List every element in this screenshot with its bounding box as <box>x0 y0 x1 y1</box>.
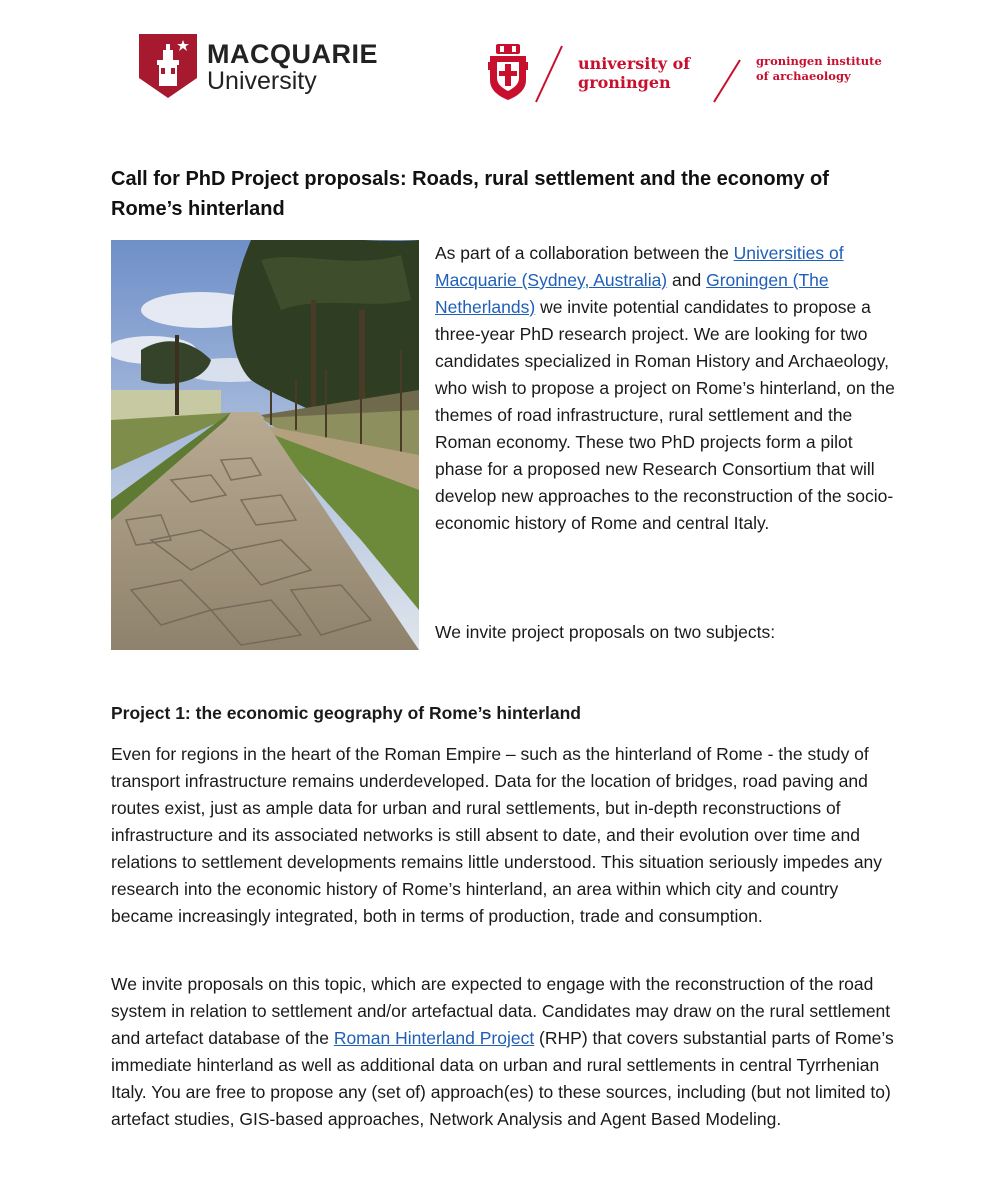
page-title: Call for PhD Project proposals: Roads, rural settlement and the economy of Rome’s hinterland <box>111 168 829 220</box>
divider-slash-icon <box>710 58 744 104</box>
macquarie-subtitle: University <box>207 67 317 95</box>
groningen-link[interactable]: Groningen (The Netherlands) <box>435 270 829 317</box>
intro-paragraph <box>435 240 895 537</box>
intro-text: we invite potential candidates to propose a three-year PhD research project. We are looking for two candidates specialized in Roman History and Archaeology, who wish to propose a project on Rome’s hinterland, on the themes of road infrastructure, rural settlement and the Roman economy. These two PhD projects form a pilot phase for a proposed new Research Consortium that will develop new approaches to the reconstruction of the socio-economic history of Rome and central Italy. <box>435 297 895 533</box>
paragraph-text: (RHP) that covers substantial parts of Rome’s immediate hinterland as well as additional data on urban and rural settlements in central Tyrrhenian Italy. You are free to propose any (set of) approach(es) to these sources, including (but not limited to) artefact studies, GIS-based approaches, Network Analysis and Agent Based Modeling. <box>111 1028 894 1129</box>
intro-text: As part of a collaboration between the <box>435 243 734 263</box>
groningen-logo <box>488 44 888 104</box>
institute-name-line1: groningen institute <box>756 54 882 68</box>
groningen-name-line2: groningen <box>578 73 671 92</box>
roman-hinterland-project-link[interactable]: Roman Hinterland Project <box>333 1028 535 1048</box>
macquarie-logo <box>139 34 378 100</box>
invite-text: We invite project proposals on two subjects: <box>435 622 776 642</box>
divider-slash-icon <box>532 44 566 104</box>
groningen-crest-icon <box>488 44 528 100</box>
macquarie-shield-icon <box>139 34 197 98</box>
roman-road-photo <box>111 240 419 650</box>
paragraph-text: We invite proposals on this topic, which are expected to engage with the reconstruction of the road system in relation to settlement and/or artefactual data. Candidates may draw on the rural settlement and artefact database of the <box>111 974 891 1048</box>
macquarie-link[interactable]: Universities of Macquarie (Sydney, Australia) <box>435 243 844 290</box>
institute-name-line2: of archaeology <box>756 69 851 83</box>
project1-paragraph-2 <box>111 971 901 1133</box>
groningen-name-line1: university of <box>578 54 691 73</box>
macquarie-wordmark: MACQUARIE <box>207 39 378 69</box>
intro-text: and <box>667 270 707 290</box>
project1-paragraph-1: Even for regions in the heart of the Roman Empire – such as the hinterland of Rome - the study of transport infrastructure remains underdeveloped. Data for the location of bridges, road paving and routes exist, just as ample data for urban and rural settlements, but in-depth reconstructions of infrastructure and its associated networks is still absent to date, and their evolution over time and relations to settlement developments remains little understood. This situation seriously impedes any research into the economic history of Rome’s hinterland, an area within which city and country became increasingly integrated, both in terms of production, trade and consumption. <box>111 744 883 926</box>
project1-heading: Project 1: the economic geography of Rome’s hinterland <box>111 703 581 723</box>
